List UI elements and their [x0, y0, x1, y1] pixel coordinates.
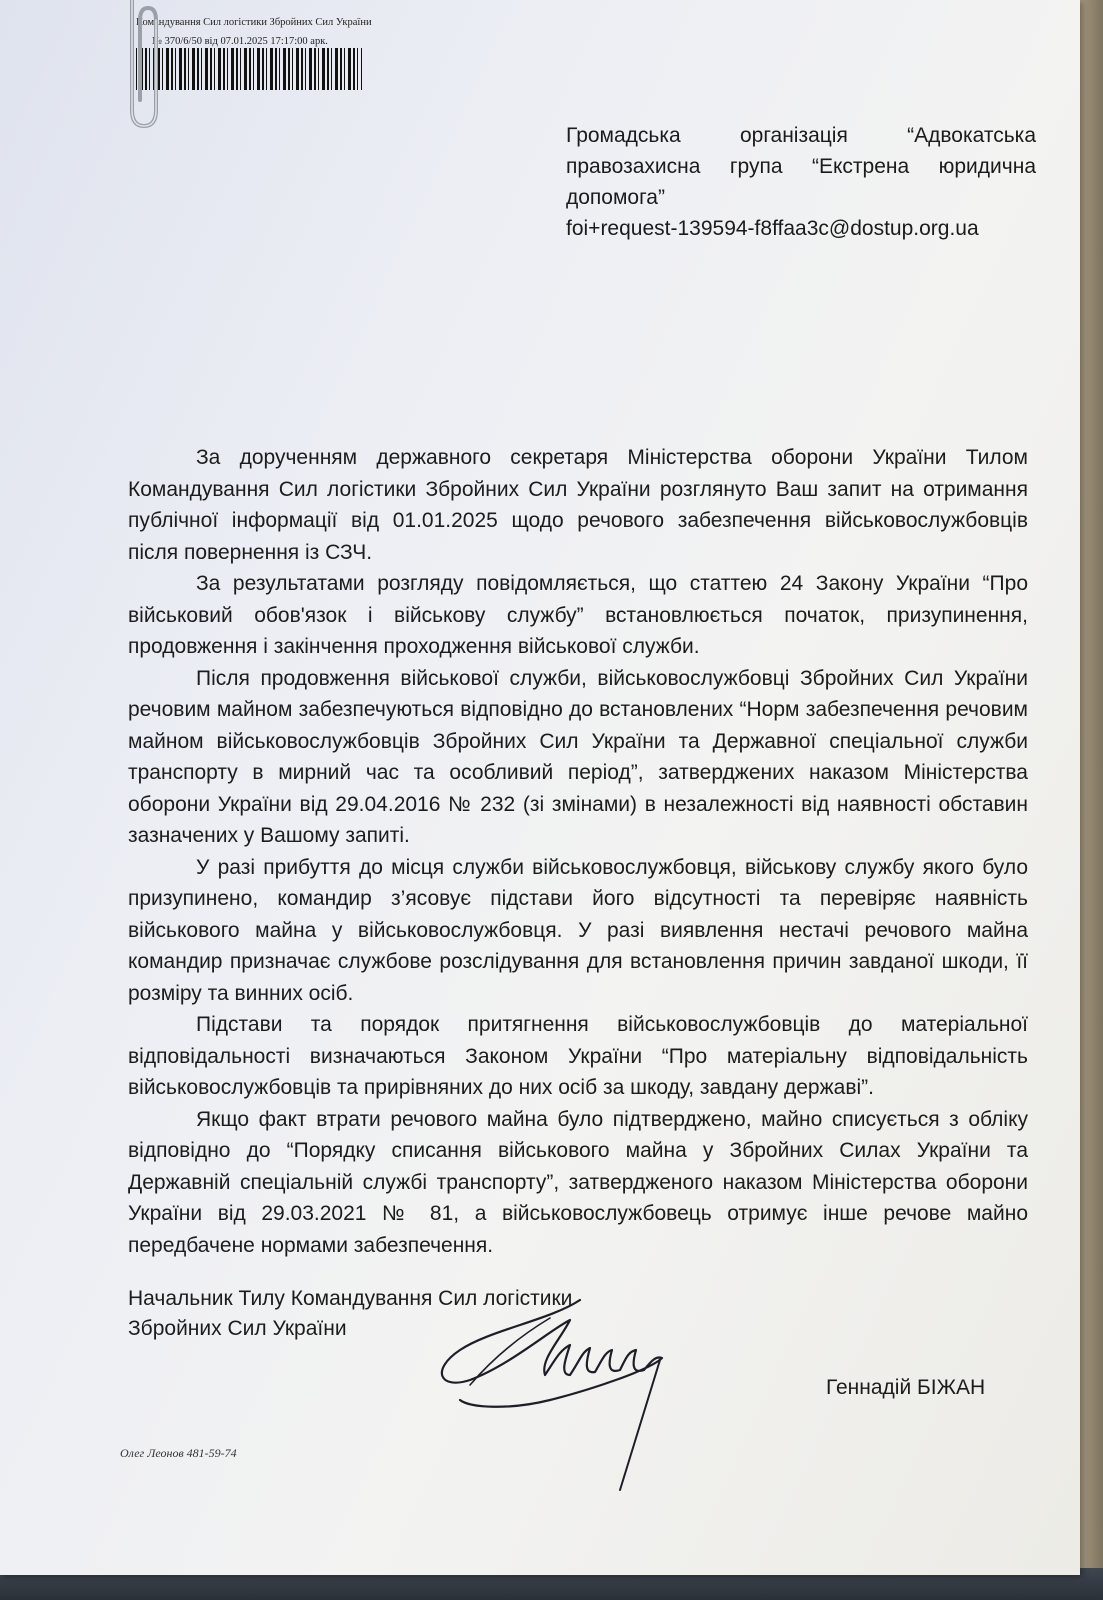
stamp-registration-number: № 370/6/50 від 07.01.2025 17:17:00 арк.: [152, 36, 328, 47]
recipient-line: правозахисна група “Екстрена юридична: [566, 155, 1036, 178]
registration-stamp: [122, 12, 422, 82]
signer-name: Геннадій БІЖАН: [826, 1376, 986, 1399]
signer-title-line: Начальник Тилу Командування Сил логістики: [128, 1287, 573, 1310]
recipient-block: [566, 120, 1036, 244]
body-paragraph: За результатами розгляду повідомляється, що статтею 24 Закону України “Про військовий обов'язок і військову службу” встановлюється початок, призупинення, продовження і закінчення проходження військової служби.: [128, 572, 1028, 658]
barcode: [132, 48, 362, 90]
executor-contact: Олег Леонов 481-59-74: [120, 1446, 237, 1460]
body-paragraph: За дорученням державного секретаря Міністерства оборони України Тилом Командування Сил логістики Збройних Сил України розглянуто Ваш запит на отримання публічної інформації від 01.01.2025 щодо речового забезпечення військовослужбовців після повернення із СЗЧ.: [128, 446, 1028, 564]
paper-clip-icon: [118, 0, 166, 132]
recipient-email: foi+request-139594-f8ffaa3c@dostup.org.ua: [566, 217, 979, 240]
body-paragraph: Підстави та порядок притягнення військовослужбовців до матеріальної відповідальності визначаються Законом України “Про матеріальну відповідальність військовослужбовців та прирівняних до них осіб за шкоду, завдану державі”.: [128, 1013, 1028, 1099]
stamp-organization: Командування Сил логістики Збройних Сил України: [136, 17, 372, 28]
body-paragraph: У разі прибуття до місця служби військовослужбовця, військову службу якого було призупинено, командир з’ясовує підстави його відсутності та перевіряє наявність військового майна у військовослужбовця. У разі виявлення нестачі речового майна командир призначає службове розслідування для встановлення причин завданої шкоди, її розміру та винних осіб.: [128, 855, 1028, 1005]
recipient-line: Громадська організація “Адвокатська: [566, 124, 1036, 147]
signer-title-line: Збройних Сил України: [128, 1317, 347, 1340]
body-paragraph: Якщо факт втрати речового майна було підтверджено, майно списується з обліку відповідно до “Порядку списання військового майна у Збройних Силах України та Державній спеціальній службі транспорту”, затвердженого наказом Міністерства оборони України від 29.03.2021 № 81, а військовослужбовець отримує інше речове майно передбачене нормами забезпечення.: [128, 1107, 1028, 1257]
body-paragraph: Після продовження військової служби, військовослужбовці Збройних Сил України речовим майном забезпечуються відповідно до встановлених “Норм забезпечення речовим майном військовослужбовців Збройних Сил України та Державної спеціальної служби транспорту в мирний час та особливий період”, затверджених наказом Міністерства оборони України від 29.04.2016 № 232 (зі змінами) в незалежності від наявності обставин зазначених у Вашому запиті.: [128, 666, 1028, 847]
letter-body: [128, 442, 1028, 1261]
recipient-line: допомога”: [566, 186, 665, 209]
handwritten-signature: [430, 1290, 690, 1500]
